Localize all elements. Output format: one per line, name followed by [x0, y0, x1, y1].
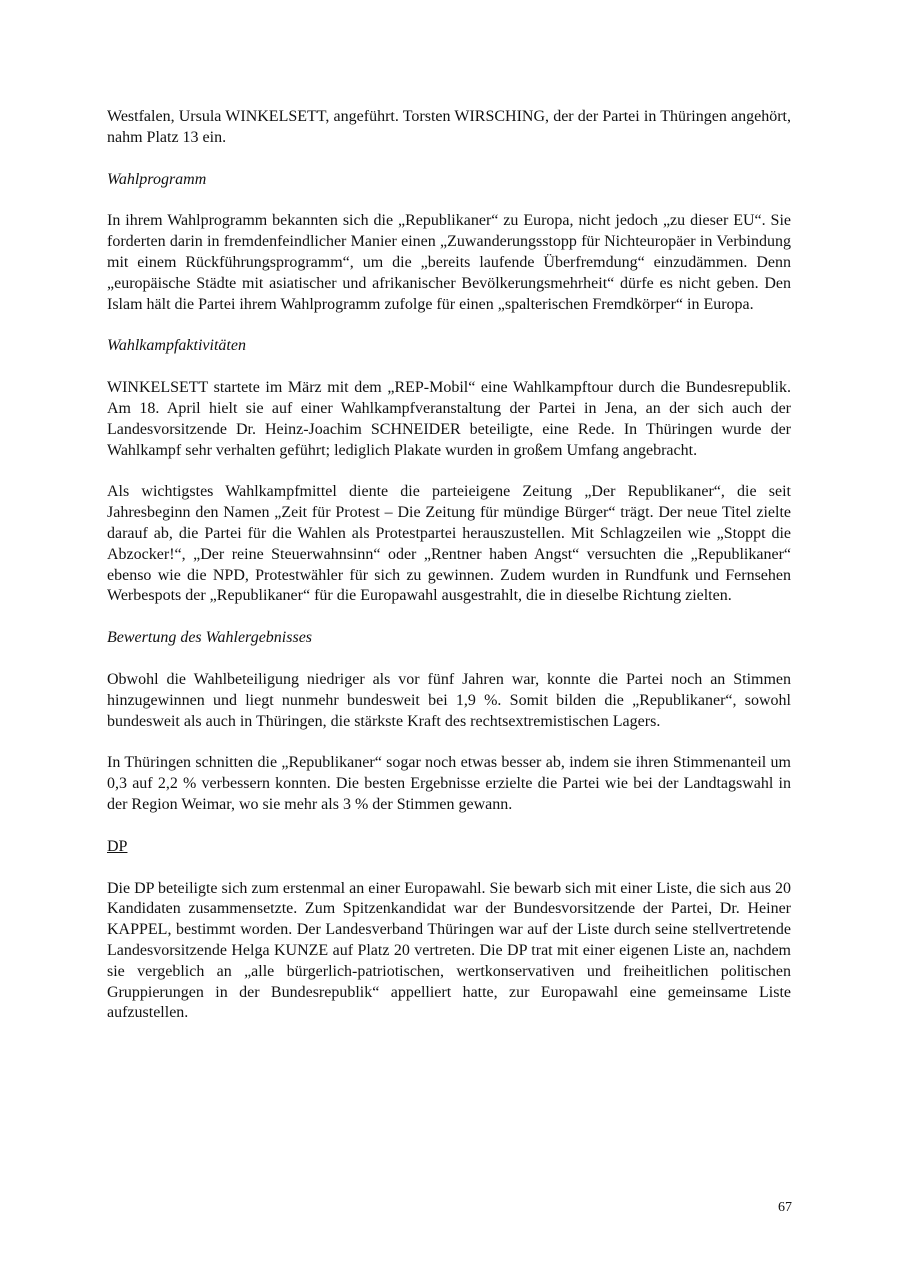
document-page	[107, 107, 791, 1045]
paragraph-wahlkampfmittel: Als wichtigstes Wahlkampfmittel diente die parteieigene Zeitung „Der Republikaner“, die seit Jahresbeginn den Namen „Zeit für Protest – Die Zeitung für mündige Bürger“ trägt. Der neue Titel zielte darauf ab, die Partei für die Wahlen als Protestpartei herauszustellen. Mit Schlagzeilen wie „Stoppt die Abzocker!“, „Der reine Steuerwahnsinn“ oder „Rentner haben Angst“ versuchten die „Republikaner“ ebenso wie die NPD, Protestwähler für sich zu gewinnen. Zudem wurden in Rundfunk und Fernsehen Werbespots der „Republikaner“ für die Europawahl ausgestrahlt, die in dieselbe Richtung zielten.	[107, 483, 791, 605]
heading-dp: DP	[107, 837, 128, 855]
paragraph-wahlbeteiligung: Obwohl die Wahlbeteiligung niedriger als vor fünf Jahren war, konnte die Partei noch an Stimmen hinzugewinnen und liegt nunmehr bundesweit bei 1,9 %. Somit bilden die „Republikaner“, sowohl bundesweit als auch in Thüringen, die stärkste Kraft des rechtsextremistischen Lagers.	[107, 670, 791, 730]
heading-bewertung: Bewertung des Wahlergebnisses	[107, 629, 313, 647]
heading-wahlprogramm: Wahlprogramm	[107, 170, 207, 188]
paragraph-dp: Die DP beteiligte sich zum erstenmal an einer Europawahl. Sie bewarb sich mit einer Liste, die sich aus 20 Kandidaten zusammensetzte. Zum Spitzenkandidat war der Bundesvorsitzende der Partei, Dr. Heiner KAPPEL, bestimmt worden. Der Landesverband Thüringen war auf der Liste durch seine stellvertretende Landesvorsitzende Helga KUNZE auf Platz 20 vertreten. Die DP trat mit einer eigenen Liste an, nachdem sie vergeblich an „alle bürgerlich-patriotischen, wertkonservativen und freiheitlichen politischen Gruppierungen in der Bundesrepublik“ appelliert hatte, zur Europawahl eine gemeinsame Liste aufzustellen.	[107, 879, 791, 1022]
paragraph-thueringen-ergebnis: In Thüringen schnitten die „Republikaner“ sogar noch etwas besser ab, indem sie ihren Stimmenanteil um 0,3 auf 2,2 % verbessern konnten. Die besten Ergebnisse erzielte die Partei wie bei der Landtagswahl in der Region Weimar, wo sie mehr als 3 % der Stimmen gewann.	[107, 754, 791, 813]
paragraph-intro-continuation: Westfalen, Ursula WINKELSETT, angeführt. Torsten WIRSCHING, der der Partei in Thüringen angehört, nahm Platz 13 ein.	[107, 108, 791, 146]
heading-wahlkampfaktivitaeten: Wahlkampfaktivitäten	[107, 337, 246, 355]
page-number: 67	[778, 1200, 792, 1215]
paragraph-wahlkampftour: WINKELSETT startete im März mit dem „REP-Mobil“ eine Wahlkampftour durch die Bundesrepublik. Am 18. April hielt sie auf einer Wahlkampfveranstaltung der Partei in Jena, an der sich auch der Landesvorsitzende Dr. Heinz-Joachim SCHNEIDER beteiligte, eine Rede. In Thüringen wurde der Wahlkampf sehr verhalten geführt; lediglich Plakate wurden in großem Umfang angebracht.	[107, 379, 791, 459]
paragraph-wahlprogramm: In ihrem Wahlprogramm bekannten sich die „Republikaner“ zu Europa, nicht jedoch „zu dieser EU“. Sie forderten darin in fremdenfeindlicher Manier einen „Zuwanderungsstopp für Nichteuropäer in Verbindung mit einem Rückführungsprogramm“, um die „bereits laufende Überfremdung“ einzudämmen. Denn „europäische Städte mit asiatischer und afrikanischer Bevölkerungsmehrheit“ dürfe es nicht geben. Den Islam hält die Partei ihrem Wahlprogramm zufolge für einen „spalterischen Fremdkörper“ in Europa.	[107, 212, 791, 313]
